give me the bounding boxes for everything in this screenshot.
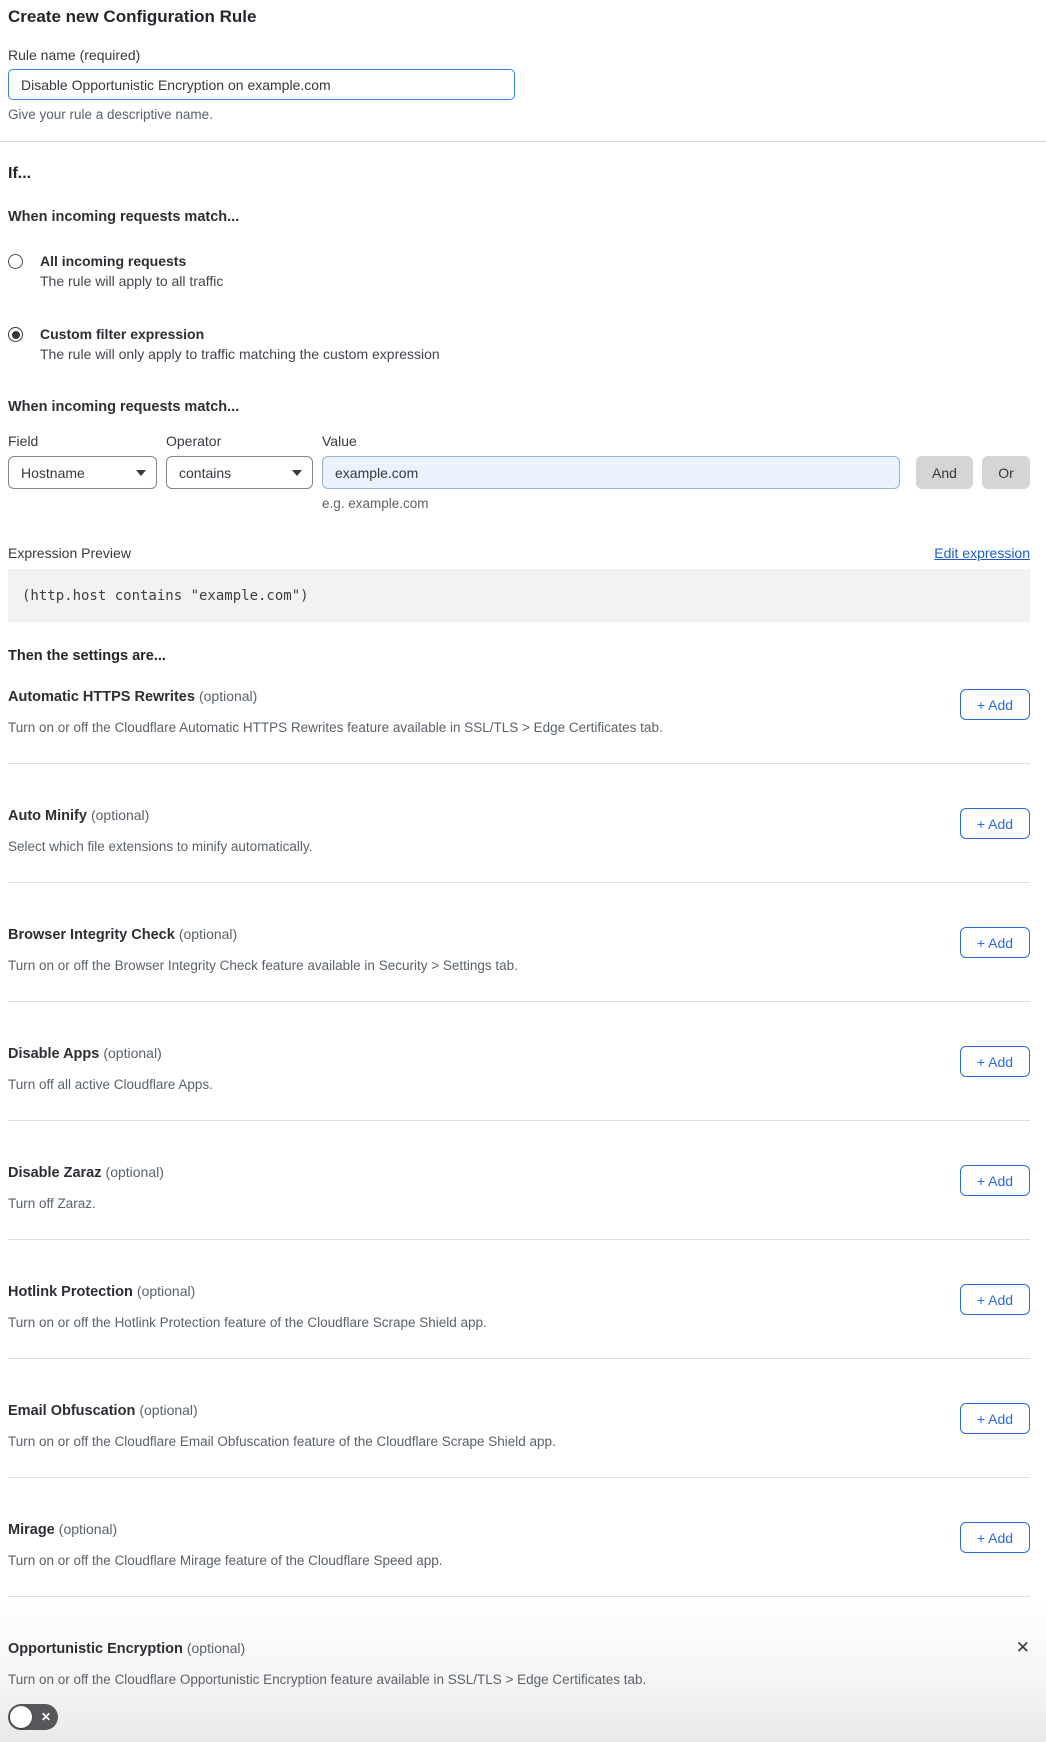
setting-title: Opportunistic Encryption xyxy=(8,1641,183,1657)
setting-section-email-obfuscation xyxy=(8,1359,1030,1478)
add-button[interactable]: + Add xyxy=(960,808,1030,839)
add-button[interactable]: + Add xyxy=(960,1522,1030,1553)
setting-title: Email Obfuscation xyxy=(8,1403,136,1419)
setting-title: Disable Apps xyxy=(8,1046,100,1062)
setting-section-auto-minify xyxy=(8,764,1030,883)
radio-option-label: All incoming requests xyxy=(40,253,187,269)
setting-description: Turn on or off the Hotlink Protection feature of the Cloudflare Scrape Shield app. xyxy=(8,1315,487,1330)
add-button[interactable]: + Add xyxy=(960,927,1030,958)
add-button[interactable]: + Add xyxy=(960,689,1030,720)
expression-code-text: (http.host contains "example.com") xyxy=(22,587,309,604)
radio-selected-icon[interactable] xyxy=(8,327,23,342)
field-select-value: Hostname xyxy=(21,464,85,481)
close-icon[interactable]: ✕ xyxy=(1015,1638,1030,1657)
settings-heading: Then the settings are... xyxy=(8,648,166,664)
radio-option-description: The rule will only apply to traffic matching the custom expression xyxy=(40,346,440,362)
expression-builder-labels xyxy=(8,433,1030,449)
toggle-off-icon: ✕ xyxy=(40,1710,51,1724)
divider xyxy=(0,141,1046,142)
operator-select[interactable] xyxy=(166,456,313,489)
optional-label: (optional) xyxy=(139,1402,198,1418)
setting-description: Turn on or off the Cloudflare Automatic HTTPS Rewrites feature available in SSL/TLS > Edge Certificates tab. xyxy=(8,720,663,735)
operator-select-value: contains xyxy=(179,464,232,481)
field-label: Field xyxy=(8,433,39,449)
radio-custom-filter-expression[interactable] xyxy=(8,326,1030,363)
expression-preview-label: Expression Preview xyxy=(8,545,131,561)
rule-name-input[interactable] xyxy=(8,69,515,100)
optional-label: (optional) xyxy=(103,1045,162,1061)
setting-section-browser-integrity-check xyxy=(8,883,1030,1002)
setting-description: Turn on or off the Cloudflare Mirage feature of the Cloudflare Speed app. xyxy=(8,1553,443,1568)
optional-label: (optional) xyxy=(58,1521,118,1537)
radio-option-description: The rule will apply to all traffic xyxy=(40,273,224,289)
optional-label: (optional) xyxy=(178,926,238,942)
setting-description: Turn on or off the Browser Integrity Check feature available in Security > Settings tab. xyxy=(8,958,518,973)
setting-description: Turn off Zaraz. xyxy=(8,1196,96,1211)
field-select[interactable] xyxy=(8,456,157,489)
and-button[interactable]: And xyxy=(916,456,973,489)
setting-section-hotlink-protection xyxy=(8,1240,1030,1359)
setting-section-opportunistic-encryption xyxy=(0,1597,1046,1742)
chevron-down-icon xyxy=(136,470,146,476)
setting-description: Select which file extensions to minify automatically. xyxy=(8,839,313,854)
setting-title: Automatic HTTPS Rewrites xyxy=(8,689,195,705)
setting-title: Auto Minify xyxy=(8,808,87,824)
opportunistic-encryption-toggle[interactable] xyxy=(8,1704,58,1730)
or-button[interactable]: Or xyxy=(982,456,1030,489)
setting-description: Turn on or off the Cloudflare Opportunistic Encryption feature available in SSL/TLS > Edge Certificates tab. xyxy=(8,1672,647,1687)
match-heading: When incoming requests match... xyxy=(8,209,240,225)
optional-label: (optional) xyxy=(90,807,150,823)
expression-preview-code xyxy=(8,569,1030,622)
value-help: e.g. example.com xyxy=(322,496,429,511)
setting-title: Mirage xyxy=(8,1522,55,1538)
chevron-down-icon xyxy=(292,470,302,476)
setting-title: Browser Integrity Check xyxy=(8,927,175,943)
setting-section-disable-apps xyxy=(8,1002,1030,1121)
setting-section-disable-zaraz xyxy=(8,1121,1030,1240)
value-label: Value xyxy=(322,433,357,449)
add-button[interactable]: + Add xyxy=(960,1284,1030,1315)
radio-all-incoming-requests[interactable] xyxy=(8,253,1030,290)
expression-builder-heading: When incoming requests match... xyxy=(8,399,240,415)
optional-label: (optional) xyxy=(186,1640,246,1656)
value-input[interactable] xyxy=(322,456,900,489)
add-button[interactable]: + Add xyxy=(960,1165,1030,1196)
toggle-knob xyxy=(10,1706,32,1728)
operator-label: Operator xyxy=(166,433,222,449)
if-heading: If... xyxy=(8,165,32,182)
setting-description: Turn on or off the Cloudflare Email Obfuscation feature of the Cloudflare Scrape Shield app. xyxy=(8,1434,556,1449)
optional-label: (optional) xyxy=(136,1283,196,1299)
add-button[interactable]: + Add xyxy=(960,1046,1030,1077)
optional-label: (optional) xyxy=(105,1164,164,1180)
add-button[interactable]: + Add xyxy=(960,1403,1030,1434)
rule-name-label: Rule name (required) xyxy=(8,47,141,63)
expression-builder-row xyxy=(8,456,1030,489)
radio-option-label: Custom filter expression xyxy=(40,326,205,342)
setting-description: Turn off all active Cloudflare Apps. xyxy=(8,1077,213,1092)
edit-expression-link[interactable]: Edit expression xyxy=(934,545,1030,561)
page-title: Create new Configuration Rule xyxy=(8,7,257,26)
setting-section-automatic-https-rewrites xyxy=(8,665,1030,764)
setting-title: Disable Zaraz xyxy=(8,1165,102,1181)
radio-unselected-icon[interactable] xyxy=(8,254,23,269)
setting-title: Hotlink Protection xyxy=(8,1284,133,1300)
rule-name-help: Give your rule a descriptive name. xyxy=(8,107,213,122)
optional-label: (optional) xyxy=(198,688,258,704)
setting-section-mirage xyxy=(8,1478,1030,1597)
